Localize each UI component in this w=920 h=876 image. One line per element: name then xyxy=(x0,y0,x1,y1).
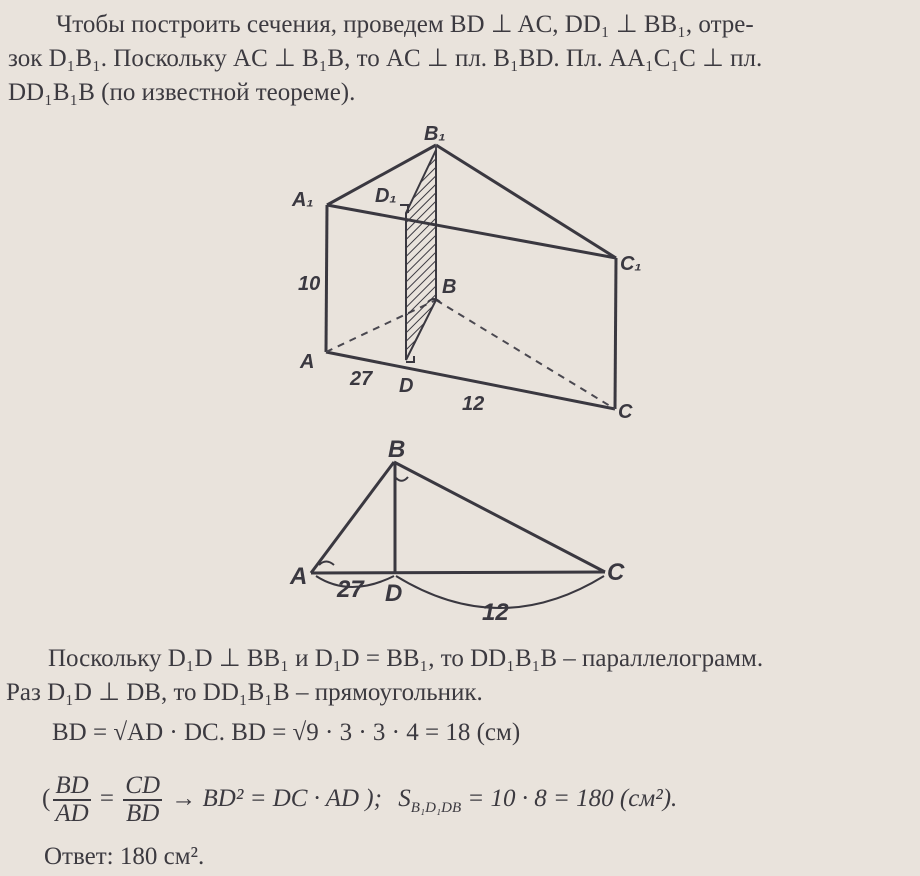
ratio-line: ( $\frac{BD}{AD}$ = $\frac{CD}{BD}$ → BD² = DC · AD ); $S_{B_1D_1DB} = 10 \cdot 8 = 180$ (см²). xyxy=(42,772,678,828)
label-d1: D₁ xyxy=(375,185,397,207)
ratio-fraction-1: $\frac{BD}{AD}$ xyxy=(55,772,89,828)
tri-label-ad: 27 xyxy=(337,576,364,603)
tri-label-b: B xyxy=(388,436,406,463)
label-ad: 27 xyxy=(350,368,373,390)
label-a1: A₁ xyxy=(292,189,314,211)
angle-mark-b xyxy=(396,477,408,481)
label-b1: B₁ xyxy=(424,123,446,145)
label-a: A xyxy=(300,351,315,373)
area-subscript: B₁D₁DB xyxy=(410,800,462,816)
area-tail: = 10 · 8 = 180 (см²). xyxy=(467,785,678,812)
ratio-tail: → BD² = DC · AD ); xyxy=(171,785,382,812)
tri-label-a: A xyxy=(290,563,308,590)
side-b-c xyxy=(394,462,605,572)
intro-line-3: DD₁B₁B (по известной теореме). xyxy=(8,79,356,106)
label-b: B xyxy=(442,276,457,298)
bd-formula: BD = √AD · DC. BD = √9 · 3 · 3 · 4 = 18 (см) xyxy=(52,719,521,746)
label-c: C xyxy=(618,401,633,423)
label-dc: 12 xyxy=(462,393,485,415)
area-symbol: S xyxy=(398,785,411,812)
answer: Ответ: 180 см². xyxy=(44,843,205,870)
intro-line-2: зок D₁B₁. Поскольку AC ⊥ B₁B, то AC ⊥ пл. B₁BD. Пл. AA₁C₁C ⊥ пл. xyxy=(8,45,763,72)
angle-mark-a xyxy=(319,562,334,566)
tri-label-d: D xyxy=(385,580,403,607)
label-d: D xyxy=(399,375,414,397)
label-c1: C₁ xyxy=(620,253,642,275)
side-a-c xyxy=(311,572,605,573)
intro-line-1: Чтобы построить сечения, проведем BD ⊥ AC, DD₁ ⊥ BB₁, отре- xyxy=(56,11,754,38)
tri-label-dc: 12 xyxy=(482,599,509,626)
ratio-fraction-2: $\frac{CD}{BD}$ xyxy=(125,772,160,828)
body-line-2: Раз D₁D ⊥ DB, то DD₁B₁B – прямоугольник. xyxy=(6,679,483,706)
body-line-1: Поскольку D₁D ⊥ BB₁ и D₁D = BB₁, то DD₁B₁B – параллелограмм. xyxy=(48,645,764,672)
label-height: 10 xyxy=(298,273,321,295)
side-a-b xyxy=(311,462,394,573)
tri-label-c: C xyxy=(607,559,625,586)
